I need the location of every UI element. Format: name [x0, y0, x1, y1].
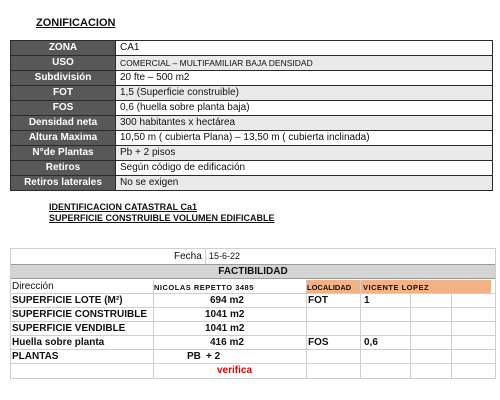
row-value: No se exigen	[116, 176, 493, 191]
row-key: ZONA	[11, 41, 116, 56]
row-key: Subdivisión	[11, 71, 116, 86]
table-row	[11, 71, 493, 86]
construible-label: SUPERFICIE CONSTRUIBLE	[12, 309, 148, 320]
row-key: Densidad neta	[11, 116, 116, 131]
localidad-label: LOCALIDAD	[307, 283, 352, 292]
lote-label: SUPERFICIE LOTE (M²)	[12, 295, 123, 306]
fot-label: FOT	[308, 295, 328, 306]
catastral-title: IDENTIFICACION CATASTRAL Ca1	[49, 202, 198, 212]
catastral-subtitle: SUPERFICIE CONSTRUIBLE VOLUMEN EDIFICABLE	[49, 213, 275, 223]
grid-line	[10, 378, 496, 379]
row-key: Retiros laterales	[11, 176, 116, 191]
vendible-label: SUPERFICIE VENDIBLE	[12, 323, 126, 334]
table-row	[11, 56, 493, 71]
row-key: Retiros	[11, 161, 116, 176]
huella-value: 416 m2	[210, 337, 244, 348]
grid-line	[410, 293, 411, 378]
row-value: Según código de edificación	[116, 161, 493, 176]
construible-value: 1041 m2	[205, 309, 245, 320]
table-row	[11, 101, 493, 116]
plantas-pb: PB	[187, 351, 201, 362]
lote-value: 694 m2	[210, 295, 244, 306]
huella-label: Huella sobre planta	[12, 337, 105, 348]
vendible-value: 1041 m2	[205, 323, 245, 334]
row-value: 20 fte – 500 m2	[116, 71, 493, 86]
grid-line	[205, 248, 206, 264]
fot-value: 1	[364, 295, 370, 306]
grid-line	[306, 280, 307, 378]
table-row	[11, 161, 493, 176]
row-value: COMERCIAL – MULTIFAMILIAR BAJA DENSIDAD	[116, 56, 493, 71]
row-value: 10,50 m ( cubierta Plana) – 13,50 m ( cubierta inclinada)	[116, 131, 493, 146]
row-value: Pb + 2 pisos	[116, 146, 493, 161]
factibilidad-sheet	[10, 248, 496, 383]
direccion-value: NICOLAS REPETTO 3485	[154, 283, 254, 292]
grid-line	[10, 349, 496, 350]
fos-value: 0,6	[364, 337, 378, 348]
table-row	[11, 131, 493, 146]
verifica-label: verifica	[217, 365, 253, 376]
row-key: Altura Maxima	[11, 131, 116, 146]
localidad-value: VICENTE LOPEZ	[363, 283, 430, 292]
fecha-value: 15-6-22	[209, 251, 241, 261]
factibilidad-header: FACTIBILIDAD	[218, 266, 288, 277]
table-row	[11, 41, 493, 56]
grid-line	[360, 280, 361, 378]
row-value: CA1	[116, 41, 493, 56]
fecha-label: Fecha	[174, 251, 202, 262]
plantas-label: PLANTAS	[12, 351, 59, 362]
zonificacion-title: ZONIFICACION	[36, 17, 116, 29]
table-row	[11, 146, 493, 161]
table-row	[11, 86, 493, 101]
row-value: 1,5 (Superficie construible)	[116, 86, 493, 101]
plantas-value: + 2	[206, 351, 221, 362]
row-key: N°de Plantas	[11, 146, 116, 161]
table-row	[11, 116, 493, 131]
row-key: USO	[11, 56, 116, 71]
row-value: 0,6 (huella sobre planta baja)	[116, 101, 493, 116]
grid-line	[153, 280, 154, 378]
zonificacion-table	[10, 40, 493, 191]
grid-line	[451, 293, 452, 378]
table-row	[11, 176, 493, 191]
grid-line	[10, 363, 496, 364]
row-value: 300 habitantes x hectárea	[116, 116, 493, 131]
grid-line	[10, 248, 496, 249]
row-key: FOT	[11, 86, 116, 101]
row-key: FOS	[11, 101, 116, 116]
fos-label: FOS	[308, 337, 329, 348]
direccion-label: Dirección	[12, 281, 54, 292]
